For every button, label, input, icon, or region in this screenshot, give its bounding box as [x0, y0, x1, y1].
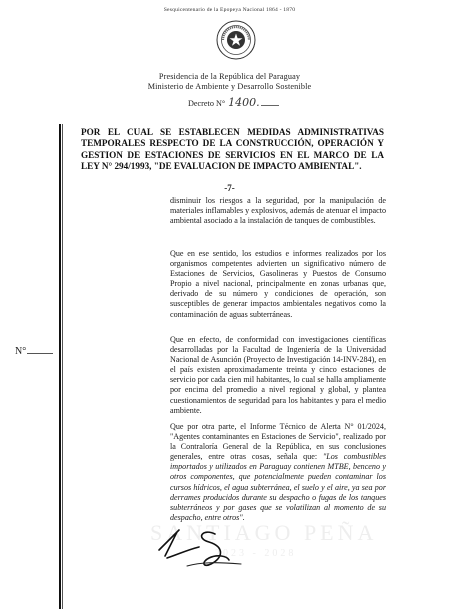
margin-rule-inner	[62, 124, 63, 609]
watermark-years: 2023 - 2028	[215, 548, 297, 559]
paragraph-4	[170, 422, 386, 523]
decree-number-underline	[261, 105, 279, 106]
ministry-heading: Ministerio de Ambiente y Desarrollo Sostenible	[147, 82, 312, 91]
margin-number-underline	[27, 353, 53, 354]
margin-number-label: N°	[15, 346, 27, 357]
handwritten-signature-icon	[157, 520, 247, 575]
presidency-heading: Presidencia de la República del Paraguay	[158, 72, 301, 81]
paragraph-2: Que en ese sentido, los estudios e informes realizados por los organismos competentes advierten un significativo número de Estaciones de Servicios, Gasolineras y Puestos de Consumo Propio a nivel nacional, principalmente en zonas urbanas que, derivado de su número y condiciones de operación, son susceptibles de generar impactos ambientales negativos como la contaminación de aguas subterráneas.	[170, 249, 386, 319]
paragraph-4-quote: "Los combustibles importados y utilizados en Paraguay contienen MTBE, benceno y otros componentes, que potencialmente pueden contaminar los cursos hídricos, el agua subterránea, el suelo y el aire, ya sea por derrames producidos durante su despacho o fugas de los tanques subterráneos y por gases que se volatilizan al momento de su despacho, entre otros".	[170, 452, 386, 522]
margin-number-field	[15, 346, 53, 357]
decree-number: 1400.	[228, 96, 260, 109]
decree-number-line	[188, 96, 279, 109]
decree-title: POR EL CUAL SE ESTABLECEN MEDIDAS ADMINISTRATIVAS TEMPORALES RESPECTO DE LA CONSTRUCCIÓN, OPERACIÓN Y GESTION DE ESTACIONES DE SERVICIOS EN EL MARCO DE LA LEY N° 294/1993, "DE EVALUACION DE IMPACTO AMBIENTAL".	[81, 127, 384, 172]
paragraph-4-text: Que por otra parte, el Informe Técnico de Alerta N° 01/2024, "Agentes contaminantes en Estaciones de Servicio", realizado por la Contraloría General de la República, en sus conclusiones generales, entre otras cosas, señala que:	[170, 422, 386, 462]
paragraph-3: Que en efecto, de conformidad con investigaciones científicas desarrolladas por la Facultad de Ingeniería de la Universidad Nacional de Asunción (Proyecto de Investigación 14-INV-284), en el país existen aproximadamente treinta y cinco estaciones de servicio por cada cien mil habitantes, lo cual se halla ampliamente por encima del promedio a nivel regional y global, y plantea cuestionamientos de seguridad para los habitantes y para el medio ambiente.	[170, 335, 386, 415]
margin-rule	[59, 124, 61, 609]
sesquicentenary-label: Sesquicentenario de la Epopeya Nacional 1864 - 1870	[163, 7, 296, 13]
watermark-name: SANTIAGO PEÑA	[150, 520, 378, 545]
decree-label: Decreto N°	[188, 99, 226, 108]
paragraph-1: disminuir los riesgos a la seguridad, por la manipulación de materiales inflamables y explosivos, además de atenuar el impacto ambiental asociado a la instalación de tanques de combustibles.	[170, 196, 386, 226]
coat-of-arms-seal-icon	[216, 20, 256, 60]
page-number: -7-	[224, 183, 235, 193]
